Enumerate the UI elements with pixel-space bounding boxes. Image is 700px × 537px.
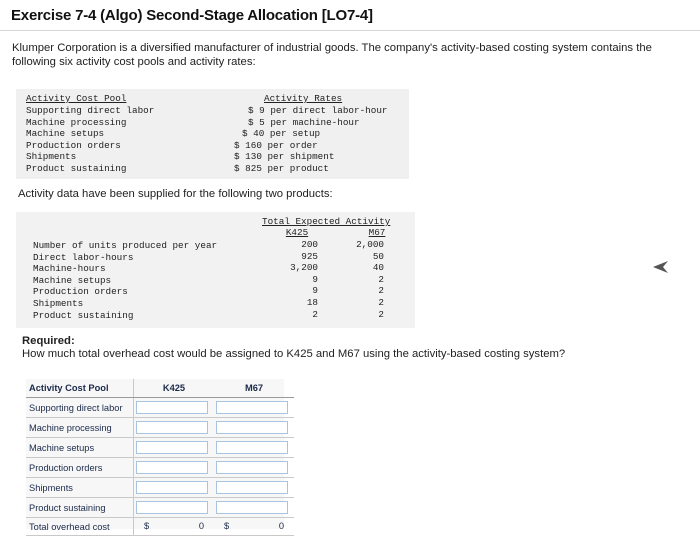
k425-total-value: 0 [198,521,204,531]
activity-rates-table [16,89,409,179]
currency-symbol: $ [224,521,230,531]
activity-k425-value: 2 [312,308,318,320]
rates-rate-value: $ 160 per order [234,139,318,151]
rates-rate-value: $ 9 per direct labor-hour [248,105,388,116]
activity-m67-value: 50 [372,250,384,262]
answer-row-label: Machine processing [26,418,134,438]
activity-k425-value: 925 [301,250,318,262]
k425-input-production-orders[interactable] [136,461,208,474]
rates-rate-value: $ 40 per setup [242,128,321,140]
table-row [26,478,294,498]
activity-m67-value: 2 [378,273,384,285]
activity-row-label: Direct labor-hours [33,251,134,263]
activity-row-label: Machine-hours [33,263,106,275]
activity-row-label: Number of units produced per year [33,240,218,251]
answer-table [26,379,294,536]
answer-row-label: Machine setups [26,438,134,458]
m67-total-value: 0 [278,521,284,531]
title-divider [0,30,700,31]
required-label: Required: [22,335,75,347]
activity-m67-value: 2 [378,285,384,297]
required-question: How much total overhead cost would be assigned to K425 and M67 using the activity-based costing system? [22,348,566,360]
table-row [26,398,294,418]
m67-input-supporting-direct-labor[interactable] [216,401,288,414]
k425-input-machine-setups[interactable] [136,441,208,454]
answer-col-m67-header: M67 [214,379,294,398]
m67-input-product-sustaining[interactable] [216,501,288,514]
rates-pool-label: Machine processing [26,116,127,128]
answer-row-label: Shipments [26,478,134,498]
activity-row-label: Production orders [33,286,128,298]
table-row [26,498,294,518]
table-row [26,438,294,458]
k425-input-product-sustaining[interactable] [136,501,208,514]
activity-k425-value: 200 [301,239,318,250]
rates-pool-label: Machine setups [26,128,105,140]
total-row [26,518,294,536]
m67-input-production-orders[interactable] [216,461,288,474]
answer-row-label: Production orders [26,458,134,478]
activity-k425-value: 18 [306,297,318,308]
answer-row-label: Supporting direct labor [26,398,134,418]
activity-m67-value: 2 [378,297,384,308]
activity-m67-value: 2,000 [356,239,384,250]
cursor-arrow-icon [652,260,670,279]
page-title: Exercise 7-4 (Algo) Second-Stage Allocation [LO7-4] [11,7,373,24]
answer-col-k425-header: K425 [134,379,215,398]
activity-row-label: Shipments [33,298,84,309]
table-row [26,418,294,438]
rates-rate-value: $ 5 per machine-hour [248,116,360,128]
k425-input-supporting-direct-labor[interactable] [136,401,208,414]
rates-pool-label: Production orders [26,139,121,151]
m67-total-cell [214,518,294,536]
rates-col-pool-header: Activity Cost Pool [26,93,127,104]
answer-row-label: Product sustaining [26,498,134,518]
total-label: Total overhead cost [26,518,134,536]
activity-col-m67: M67 [368,227,386,238]
activity-group-header: Total Expected Activity [262,216,391,227]
activity-k425-value: 9 [312,273,318,285]
activity-row-label: Product sustaining [33,309,134,321]
activity-data-table [16,212,415,328]
activity-m67-value: 40 [372,262,384,274]
k425-input-machine-processing[interactable] [136,421,208,434]
m67-input-machine-processing[interactable] [216,421,288,434]
rates-rate-value: $ 825 per product [234,163,329,174]
rates-rate-value: $ 130 per shipment [234,151,335,163]
activity-col-k425: K425 [285,227,309,238]
rates-pool-label: Shipments [26,151,77,163]
answer-col-pool-header: Activity Cost Pool [26,379,134,398]
activity-k425-value: 3,200 [290,262,318,274]
rates-pool-label: Supporting direct labor [26,105,155,116]
m67-input-machine-setups[interactable] [216,441,288,454]
rates-pool-label: Product sustaining [26,163,127,174]
activity-k425-value: 9 [312,285,318,297]
activity-intro-text: Activity data have been supplied for the following two products: [18,188,333,200]
k425-total-cell [134,518,215,536]
activity-row-label: Machine setups [33,274,112,286]
m67-input-shipments[interactable] [216,481,288,494]
currency-symbol: $ [144,521,150,531]
k425-input-shipments[interactable] [136,481,208,494]
rates-col-rates-header: Activity Rates [264,93,343,104]
activity-m67-value: 2 [378,308,384,320]
table-row [26,458,294,478]
intro-text: Klumper Corporation is a diversified manufacturer of industrial goods. The company's activity-based costing system contains the following six activity cost pools and activity rates: [12,42,652,68]
